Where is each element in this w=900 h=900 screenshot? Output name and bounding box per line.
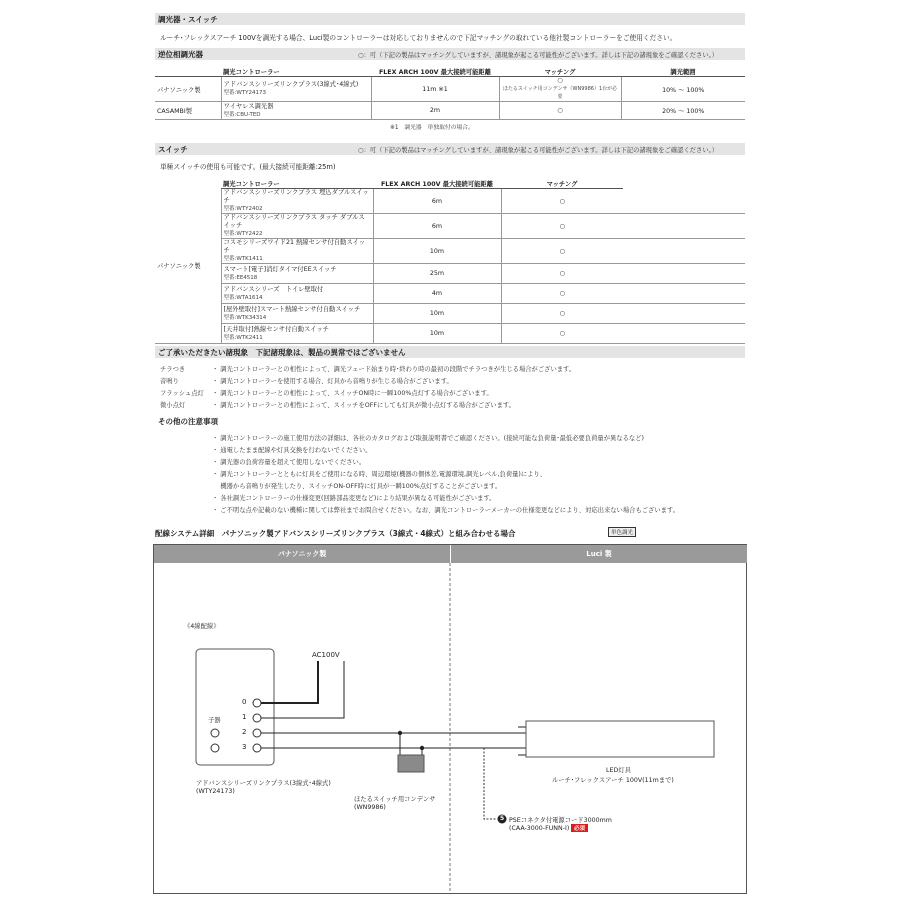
wiring-title: 配線システム詳細 パナソニック製アドバンスシリーズリンクプラス（3線式・4線式）と組み合わせる場合 — [155, 529, 516, 538]
switch-distance: 10m — [373, 304, 501, 324]
switch-product-name: [屋外壁取付]スマート熱線センサ付自動スイッチ — [223, 305, 361, 313]
dimmer-product-model: 型番:WTY24173 — [223, 90, 267, 96]
switch-product-model: 型番:WTY2422 — [223, 231, 263, 237]
section-title-notes: その他の注意事項 — [158, 417, 218, 426]
switch-product-name: アドバンスシリーズ トイレ壁取付 — [223, 285, 324, 293]
terminal-2-label: 2 — [242, 728, 247, 736]
led-sub: ルーチ･フレックスアーチ 100V(11mまで) — [552, 777, 674, 784]
switch-header-distance: FLEX ARCH 100V 最大接続可能距離 — [373, 178, 501, 189]
slave-terminal-a — [211, 729, 219, 737]
note-item: ・ 各社調光コントローラーの仕様変更(回路部品変更など)により結果が異なる可能性がございます。 — [212, 495, 496, 502]
switch-product-name: コスモシリーズワイド21 熱線センサ付自動スイッチ — [223, 239, 365, 254]
switch-distance: 6m — [373, 189, 501, 214]
phenomena-text: ・ 調光コントローラーを使用する場合、灯具から音鳴りが生じる場合がございます。 — [212, 378, 453, 385]
table-row — [155, 284, 745, 304]
terminal-0 — [253, 699, 261, 707]
switch-product-name: スマート[電子]消灯タイマ付EEスイッチ — [223, 265, 337, 273]
capacitor-box — [398, 755, 424, 772]
dimmer-product-name: ワイヤレス調光器 — [223, 102, 274, 110]
diagram-header-panasonic: パナソニック製 — [154, 545, 450, 563]
table-row — [155, 264, 745, 284]
switch-product-name: アドバンスシリーズリンクプラス タッチ ダブルスイッチ — [223, 214, 365, 229]
dimmer-product-name: アドバンスシリーズリンクプラス(3線式･4線式) — [223, 81, 359, 88]
switch-table — [155, 178, 745, 344]
device-name: アドバンスシリーズリンクプラス(3線式･4線式) — [196, 780, 331, 787]
led-fixture — [526, 721, 714, 757]
note-item: ・ 調光コントローラーとともに灯具をご使用になる時、周辺環境(機器の個体差,電源環境,調光レベル,負荷量)により、 — [212, 471, 547, 478]
switch-distance: 4m — [373, 284, 501, 304]
switch-match: ○ — [501, 239, 623, 264]
dimmer-match-note: ほたるスイッチ用コンデンサ（WN9986）1台が必要 — [502, 86, 618, 100]
phenomena-text: ・ 調光コントローラーとの相性によって、スイッチON時に一瞬100%点灯する場合がございます。 — [212, 390, 493, 397]
note-item: ・ 通電したまま配線や灯具交換を行わないでください。 — [212, 447, 372, 454]
switch-distance: 25m — [373, 264, 501, 284]
terminal-2 — [253, 729, 261, 737]
switch-legend: ○：可（下記の製品はマッチングしていますが、諸現象が起こる可能性がございます。詳しは下記の諸現象をご確認ください。） — [358, 147, 719, 154]
slave-terminal-b — [211, 744, 219, 752]
terminal-3 — [253, 744, 261, 752]
dimmer-match: ○ — [499, 102, 621, 120]
switch-match: ○ — [501, 284, 623, 304]
switch-match: ○ — [501, 324, 623, 344]
switch-product-model: 型番:WTK34314 — [223, 314, 267, 321]
switch-product-model: 型番:WTA1614 — [223, 294, 263, 301]
switch-match: ○ — [501, 264, 623, 284]
terminal-0-label: 0 — [242, 698, 247, 706]
capacitor-model: (WN9986) — [354, 804, 386, 811]
cord-label: PSEコネクタ付電源コード3000mm — [509, 817, 612, 824]
switch-product-model: 型番:EE4518 — [223, 274, 258, 281]
note-item: 機器から音鳴りが発生したり、スイッチON-OFF時に灯具が一瞬100%点灯することがございます。 — [212, 483, 502, 490]
switch-match: ○ — [501, 189, 623, 214]
switch-distance: 6m — [373, 214, 501, 239]
dimmer-match: ○ — [557, 77, 563, 84]
phenomena-label: フラッシュ点灯 — [160, 390, 204, 397]
section-title-dimmer-switch: 調光器・スイッチ — [158, 15, 218, 24]
phenomena-label: 微小点灯 — [160, 402, 186, 409]
wiring-title-badge: 単色調光 — [608, 527, 636, 537]
phenomena-label: チラつき — [160, 366, 186, 373]
device-model: (WTY24173) — [196, 788, 235, 795]
switch-maker: パナソニック製 — [155, 189, 221, 344]
table-row — [155, 239, 745, 264]
diagram-header-luci: Luci 製 — [450, 545, 747, 563]
note-item: ・ 調光器の負荷容量を超えて使用しないでください。 — [212, 459, 366, 466]
required-badge: 必須 — [571, 824, 588, 832]
dimmer-range: 10% ～ 100% — [621, 77, 745, 102]
cord-model: (CAA-3000-FUNN-I) — [509, 825, 570, 832]
phenomena-text: ・ 調光コントローラーとの相性によって、調光フェード始まり時･終わり時の最初の段階でチラつきが生じる場合がございます。 — [212, 366, 576, 373]
switch-subtitle: 単極スイッチの使用も可能です。(最大接続可能距離:25m) — [160, 163, 336, 171]
ac-wire-thick — [261, 661, 318, 703]
switch-header-matching: マッチング — [501, 178, 623, 189]
dimmer-header-matching: マッチング — [499, 66, 621, 77]
dimmer-footnote: ※1 調光器 単独取付の場合。 — [390, 125, 474, 131]
switch-table-header — [155, 178, 745, 189]
table-row — [155, 324, 745, 344]
table-row — [155, 77, 745, 102]
switch-product-model: 型番:WTY2402 — [223, 206, 263, 212]
table-row — [155, 304, 745, 324]
switch-product-name: [天井取付]熱線センサ付自動スイッチ — [223, 325, 329, 333]
switch-product-model: 型番:WTK2411 — [223, 334, 263, 341]
terminal-1 — [253, 714, 261, 722]
terminal-3-label: 3 — [242, 743, 247, 751]
dimmer-legend: ○：可（下記の製品はマッチングしていますが、諸現象が起こる可能性がございます。詳しは下記の諸現象をご確認ください。） — [358, 52, 719, 59]
table-row — [155, 102, 745, 120]
dimmer-range: 20% ～ 100% — [621, 102, 745, 120]
dimmer-table-header — [155, 66, 745, 77]
slave-label: 子器 — [208, 717, 221, 724]
dimmer-maker: パナソニック製 — [155, 77, 221, 102]
switch-distance: 10m — [373, 239, 501, 264]
cord-pointer — [484, 748, 496, 819]
table-row — [155, 214, 745, 239]
terminal-1-label: 1 — [242, 713, 247, 721]
ac100v-label: AC100V — [312, 651, 340, 659]
ac-wire-thin — [261, 661, 344, 718]
note-item: ・ ご不明な点や記載のない機種に関しては弊社までお問合せください。なお、調光コントローラーメーカーの仕様変更などにより、対応出来ない場合もございます。 — [212, 507, 680, 514]
switch-distance: 10m — [373, 324, 501, 344]
dimmer-header-controller: 調光コントローラー — [221, 66, 371, 77]
intro-text: ルーチ･フレックスアーチ 100Vを調光する場合、Luci製のコントローラーは対応しておりませんので下記マッチングの取れている他社製コントローラーをご使用ください。 — [160, 34, 677, 42]
dimmer-distance: 11m ※1 — [371, 77, 499, 102]
switch-match: ○ — [501, 304, 623, 324]
section-title-dimmer: 逆位相調光器 — [158, 50, 203, 59]
section-title-phenomena: ご了承いただきたい諸現象 下記諸現象は、製品の異常ではございません — [158, 348, 406, 357]
phenomena-text: ・ 調光コントローラーとの相性によって、スイッチをOFFにしても灯具が微小点灯する場合がございます。 — [212, 402, 515, 409]
switch-header-controller: 調光コントローラー — [221, 178, 373, 189]
dimmer-distance: 2m — [371, 102, 499, 120]
dimmer-maker: CASAMBI製 — [155, 102, 221, 120]
connector-bracket — [518, 727, 526, 755]
four-wire-label: 《4線配線》 — [184, 623, 220, 630]
switch-product-model: 型番:WTK1411 — [223, 256, 263, 262]
led-label: LED灯具 — [606, 767, 631, 774]
dimmer-product-model: 型番:CBU-TED — [223, 111, 261, 118]
section-title-switch: スイッチ — [158, 145, 188, 154]
switch-match: ○ — [501, 214, 623, 239]
dimmer-table — [155, 66, 745, 120]
capacitor-name: ほたるスイッチ用コンデンサ — [354, 796, 436, 803]
section-bar-dimmer-switch — [155, 13, 745, 25]
table-row — [155, 189, 745, 214]
phenomena-label: 音鳴り — [160, 378, 179, 385]
note-item: ・ 調光コントローラーの施工使用方法の詳細は、各社のカタログおよび取扱説明書でご確認ください。(接続可能な負荷量･最低必要負荷量が異なるなど) — [212, 435, 644, 442]
dimmer-header-distance: FLEX ARCH 100V 最大接続可能距離 — [371, 66, 499, 77]
dimmer-header-range: 調光範囲 — [621, 66, 745, 77]
switch-product-name: アドバンスシリーズリンクプラス 埋込ダブルスイッチ — [223, 189, 369, 204]
wiring-diagram — [153, 544, 747, 894]
cord-number: 5 — [500, 815, 505, 822]
